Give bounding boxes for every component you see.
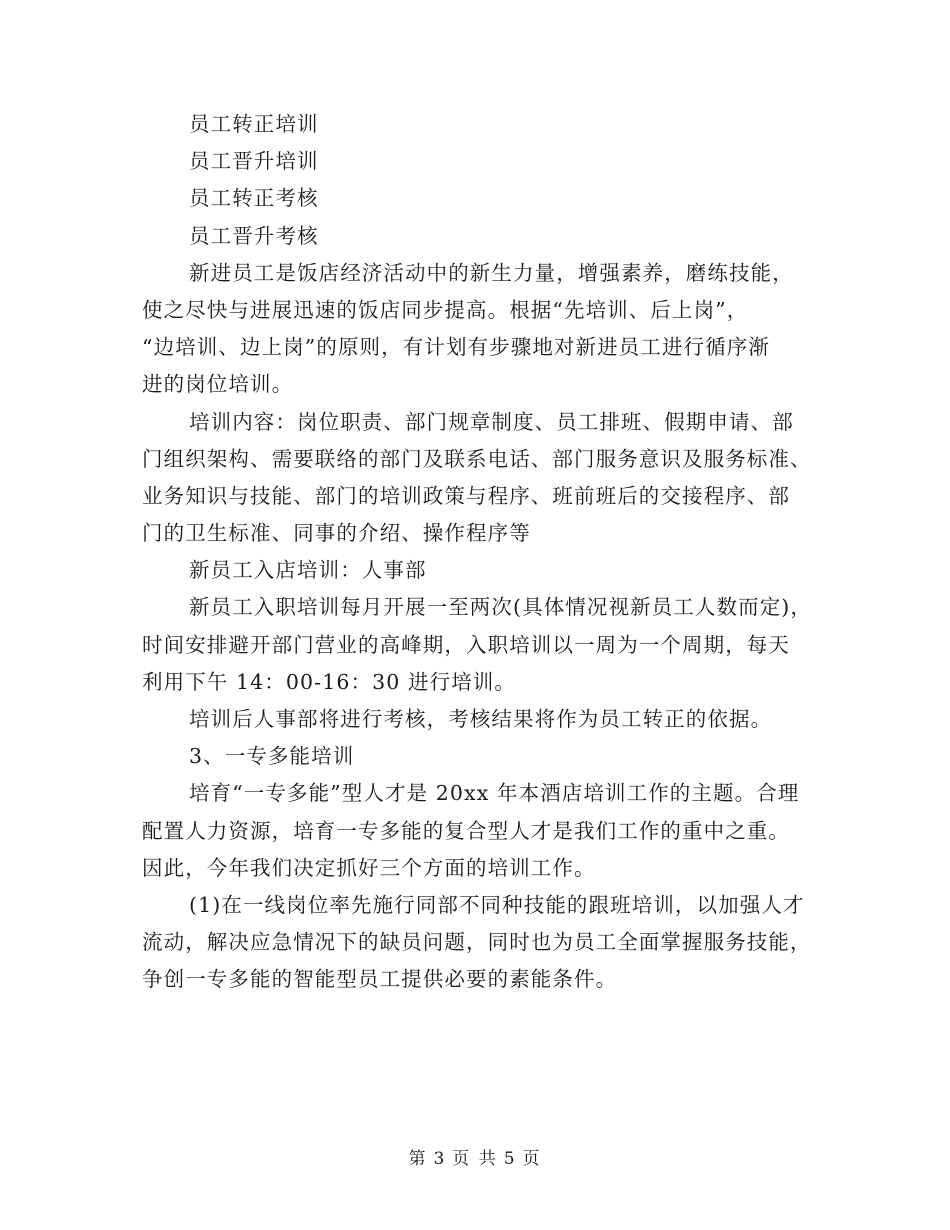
text-line: 争创一专多能的智能型员工提供必要的素能条件。 (142, 967, 618, 992)
text-line: 新员工入店培训：人事部 (189, 558, 427, 583)
footer-current-page: 3 (433, 1149, 447, 1169)
text-line: 员工转正培训 (189, 112, 319, 136)
text-line: 新进员工是饭店经济活动中的新生力量，增强素养，磨练技能， (189, 260, 794, 285)
text-line: 新员工入职培训每月开展一至两次(具体情况视新员工人数而定)， (189, 595, 812, 620)
text-line: 员工晋升培训 (189, 149, 319, 174)
text-line: (1)在一线岗位率先施行同部不同种技能的跟班培训，以加强人才 (189, 892, 805, 917)
text-line: 培训后人事部将进行考核，考核结果将作为员工转正的依据。 (189, 707, 773, 731)
text-line: 进的岗位培训。 (142, 372, 294, 397)
text-line: 时间安排避开部门营业的高峰期，入职培训以一周为一个周期，每天 (142, 632, 790, 657)
text-line: 配置人力资源，培育一专多能的复合型人才是我们工作的重中之重。 (142, 818, 790, 843)
text-line: 员工转正考核 (189, 186, 319, 211)
text-line: 门组织架构、需要联络的部门及联系电话、部门服务意识及服务标准、 (142, 446, 812, 471)
text-line: 因此，今年我们决定抓好三个方面的培训工作。 (142, 855, 596, 880)
footer-suffix: 页 (522, 1149, 542, 1169)
text-line: 业务知识与技能、部门的培训政策与程序、班前班后的交接程序、部 (142, 483, 790, 508)
footer-middle: 页 共 (452, 1149, 498, 1169)
text-line: 门的卫生标准、同事的介绍、操作程序等 (142, 521, 531, 546)
text-line: 培训内容：岗位职责、部门规章制度、员工排班、假期申请、部 (189, 409, 794, 434)
footer-total-pages: 5 (503, 1149, 517, 1169)
footer-prefix: 第 (408, 1149, 428, 1169)
text-line: 3、一专多能培训 (189, 744, 355, 769)
text-line: 使之尽快与进展迅速的饭店同步提高。根据“先培训、后上岗”， (142, 297, 749, 322)
page-footer (0, 1144, 950, 1169)
text-line: 利用下午 14：00-16：30 进行培训。 (142, 669, 517, 694)
text-line: “边培训、边上岗”的原则，有计划有步骤地对新进员工进行循序渐 (142, 335, 770, 360)
text-line: 员工晋升考核 (189, 223, 319, 248)
document-body (142, 106, 810, 999)
text-line: 培育“一专多能”型人才是 20xx 年本酒店培训工作的主题。合理 (189, 781, 800, 806)
text-line: 流动，解决应急情况下的缺员问题，同时也为员工全面掌握服务技能， (142, 930, 812, 955)
